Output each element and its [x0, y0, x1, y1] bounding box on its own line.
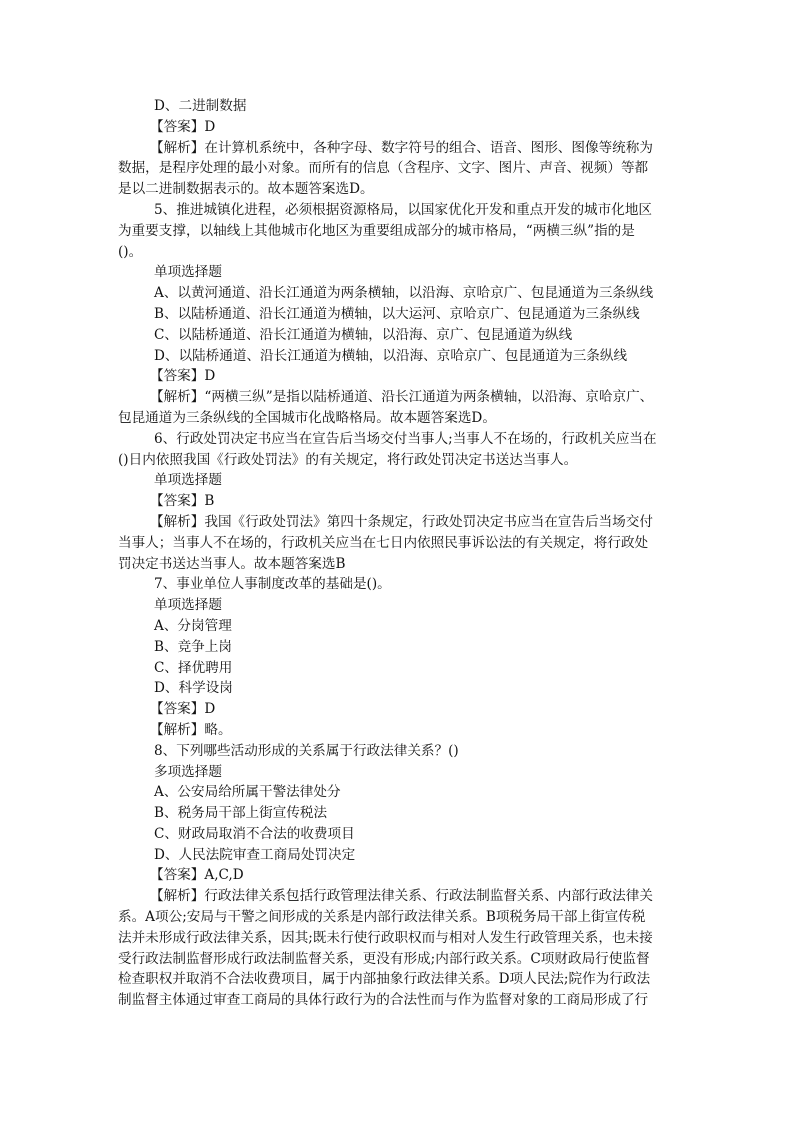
analysis-line: 【解析】行政法律关系包括行政管理法律关系、行政法制监督关系、内部行政法律关	[150, 888, 653, 905]
option-d-line: D、科学设岗	[154, 680, 233, 697]
option-a-line: A、公安局给所属干警法律处分	[154, 784, 341, 801]
analysis-line: 检查职权并取消不合法收费项目，属于内部抽象行政法律关系。D项人民法;院作为行政法	[118, 971, 651, 988]
answer-line: 【答案】D	[150, 368, 216, 385]
analysis-line: 包昆通道为三条纵线的全国城市化战略格局。故本题答案选D。	[118, 409, 496, 426]
analysis-line: 当事人；当事人不在场的，行政机关应当在七日内依照民事诉讼法的有关规定，将行政处	[118, 534, 649, 551]
analysis-line: 数据，是程序处理的最小对象。而所有的信息（含程序、文字、图片、声音、视频）等都	[118, 160, 649, 177]
answer-line: 【答案】A,C,D	[150, 867, 244, 884]
answer-line: 【答案】B	[150, 493, 215, 510]
analysis-line: 【解析】在计算机系统中，各种字母、数字符号的组合、语音、图形、图像等统称为	[150, 139, 653, 156]
question-6-line: 6、行政处罚决定书应当在宣告后当场交付当事人;当事人不在场的，行政机关应当在	[154, 430, 657, 447]
document-body	[118, 96, 678, 1011]
question-8-line: 8、下列哪些活动形成的关系属于行政法律关系？()	[154, 742, 459, 759]
option-b-line: B、竞争上岗	[154, 638, 232, 655]
option-c-line: C、择优聘用	[154, 659, 233, 676]
option-a-line: A、分岗管理	[154, 617, 232, 634]
question-type-label: 多项选择题	[154, 763, 222, 780]
option-d-line: D、人民法院审查工商局处罚决定	[154, 846, 356, 863]
option-c-line: C、以陆桥通道、沿长江通道为横轴，以沿海、京广、包昆通道为纵线	[154, 326, 573, 343]
option-b-line: B、以陆桥通道、沿长江通道为横轴，以大运河、京哈京广、包昆通道为三条纵线	[154, 305, 640, 322]
question-type-label: 单项选择题	[154, 597, 222, 614]
answer-line: 【答案】D	[150, 701, 216, 718]
option-d-line: D、二进制数据	[154, 98, 247, 114]
analysis-line: 【解析】“两横三纵”是指以陆桥通道、沿长江通道为两条横轴，以沿海、京哈京广、	[150, 389, 654, 406]
analysis-line: 法并未形成行政法律关系，因其;既未行使行政职权而与相对人发生行政管理关系，也未接	[118, 929, 653, 946]
option-b-line: B、税务局干部上街宣传税法	[154, 805, 328, 822]
analysis-line: 罚决定书送达当事人。故本题答案选B	[118, 555, 346, 572]
question-5-line: ()。	[118, 243, 143, 260]
option-a-line: A、以黄河通道、沿长江通道为两条横轴，以沿海、京哈京广、包昆通道为三条纵线	[154, 285, 654, 302]
answer-line: 【答案】D	[150, 118, 216, 135]
analysis-line: 系。A项公;安局与干警之间形成的关系是内部行政法律关系。B项税务局干部上街宣传税	[118, 909, 646, 926]
analysis-line: 是以二进制数据表示的。故本题答案选D。	[118, 181, 374, 198]
question-type-label: 单项选择题	[154, 264, 222, 281]
option-c-line: C、财政局取消不合法的收费项目	[154, 825, 355, 842]
question-6-line: ()日内依照我国《行政处罚法》的有关规定，将行政处罚决定书送达当事人。	[118, 451, 578, 468]
question-5-line: 5、推进城镇化进程，必须根据资源格局，以国家优化开发和重点开发的城市化地区	[154, 201, 653, 218]
analysis-line: 受行政法制监督形成行政法制监督关系，更没有形成;内部行政关系。C项财政局行使监督	[118, 950, 650, 967]
question-5-line: 为重要支撑，以轴线上其他城市化地区为重要组成部分的城市格局，“两横三纵”指的是	[118, 222, 635, 239]
question-type-label: 单项选择题	[154, 472, 222, 489]
analysis-line: 制监督主体通过审查工商局的具体行政行为的合法性而与作为监督对象的工商局形成了行	[118, 992, 649, 1009]
question-7-line: 7、事业单位人事制度改革的基础是()。	[154, 576, 391, 593]
option-d-line: D、以陆桥通道、沿长江通道为横轴，以沿海、京哈京广、包昆通道为三条纵线	[154, 347, 628, 364]
analysis-line: 【解析】我国《行政处罚法》第四十条规定，行政处罚决定书应当在宣告后当场交付	[150, 513, 653, 530]
analysis-line: 【解析】略。	[150, 721, 232, 738]
